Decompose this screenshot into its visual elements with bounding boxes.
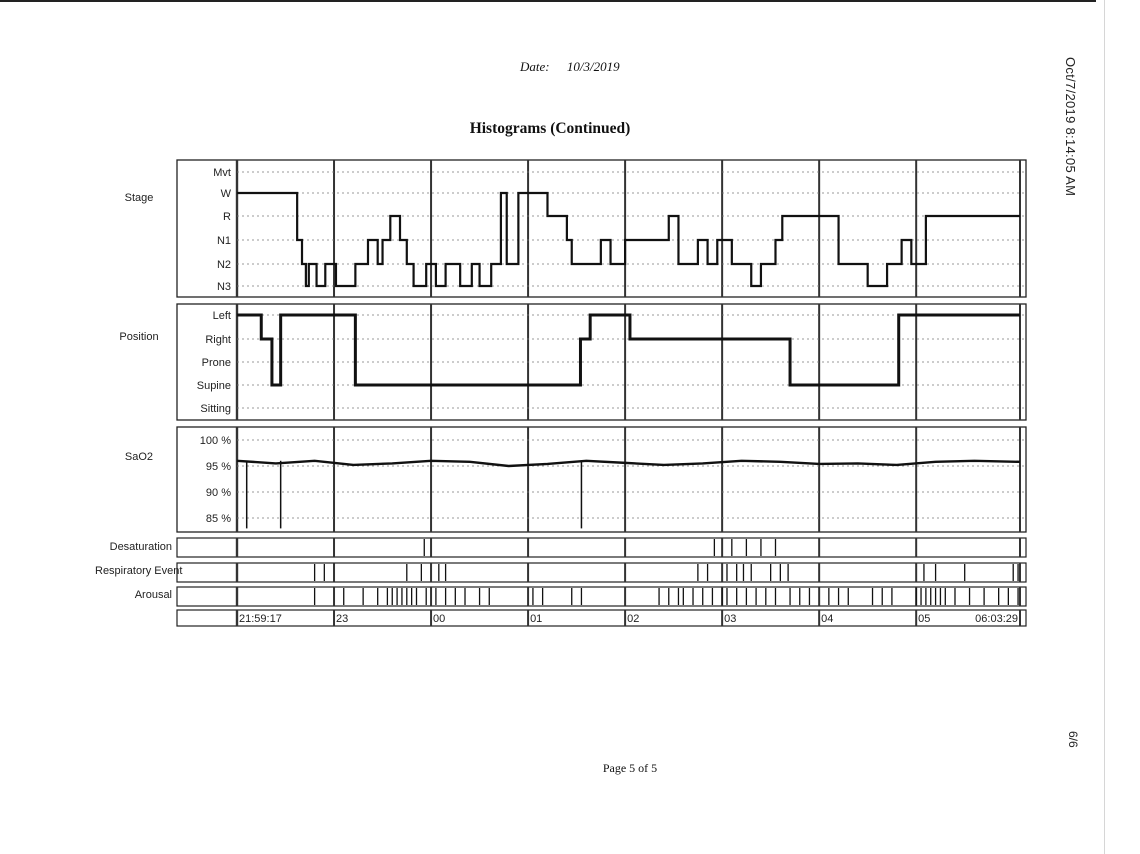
arousal-panel [177,587,1026,606]
page-title: Histograms (Continued) [469,120,631,137]
date-label: Date: [520,59,550,74]
position-level-label: Supine [196,380,231,392]
position-level-label: Prone [201,357,231,369]
date-value: 10/3/2019 [566,59,620,74]
sao2-level-label: 95 % [205,461,231,473]
time-tick-label: 23 [336,613,349,625]
desaturation-panel [177,538,1026,557]
time-tick-label: 03 [724,613,737,625]
page-edge [1104,0,1105,854]
desaturation-track-label: Desaturation [109,541,172,553]
sao2-level-label: 90 % [205,487,231,499]
time-axis-panel [177,610,1026,626]
stage-level-label: N3 [216,281,231,293]
stage-track-label: Stage [124,192,154,204]
sao2-level-label: 100 % [199,435,231,447]
level-labels [197,167,232,525]
page-footer: Page 5 of 5 [602,761,658,775]
sao2-level-label: 85 % [205,513,231,525]
time-tick-label: 05 [918,613,931,625]
stage-level-label: N2 [216,259,231,271]
stage-panel [177,160,1026,297]
stage-level-label: Mvt [213,167,231,179]
position-track-label: Position [119,331,159,343]
position-level-label: Left [212,310,231,322]
sao2-track-label: SaO2 [124,451,154,463]
arousal-track-label: Arousal [134,589,172,601]
time-tick-label: 06:03:29 [975,613,1018,625]
sao2-trace-line [237,461,1020,466]
time-tick-label: 01 [530,613,543,625]
stage-hypnogram [237,193,1020,286]
time-tick-label: 04 [821,613,834,625]
grid-lines [237,160,1024,626]
fax-page-number: 6/6 [1066,731,1080,748]
sao2-panel [177,427,1026,532]
position-level-label: Sitting [200,403,231,415]
fax-timestamp: Oct/7/2019 8:14:05 AM [1063,57,1078,197]
time-tick-label: 00 [433,613,446,625]
respiratory-event-track-label: Respiratory Event [95,565,183,577]
event-markers [315,539,1018,605]
time-tick-label: 02 [627,613,640,625]
time-tick-labels [239,613,1018,625]
stage-level-label: W [220,188,231,200]
respiratory-event-panel [177,563,1026,582]
position-trace [237,315,1020,385]
time-tick-label: 21:59:17 [239,613,282,625]
stage-level-label: N1 [216,235,231,247]
position-trace-line [237,315,1020,385]
position-level-label: Right [205,334,231,346]
stage-hypnogram-line [237,193,1020,286]
stage-level-label: R [223,211,231,223]
